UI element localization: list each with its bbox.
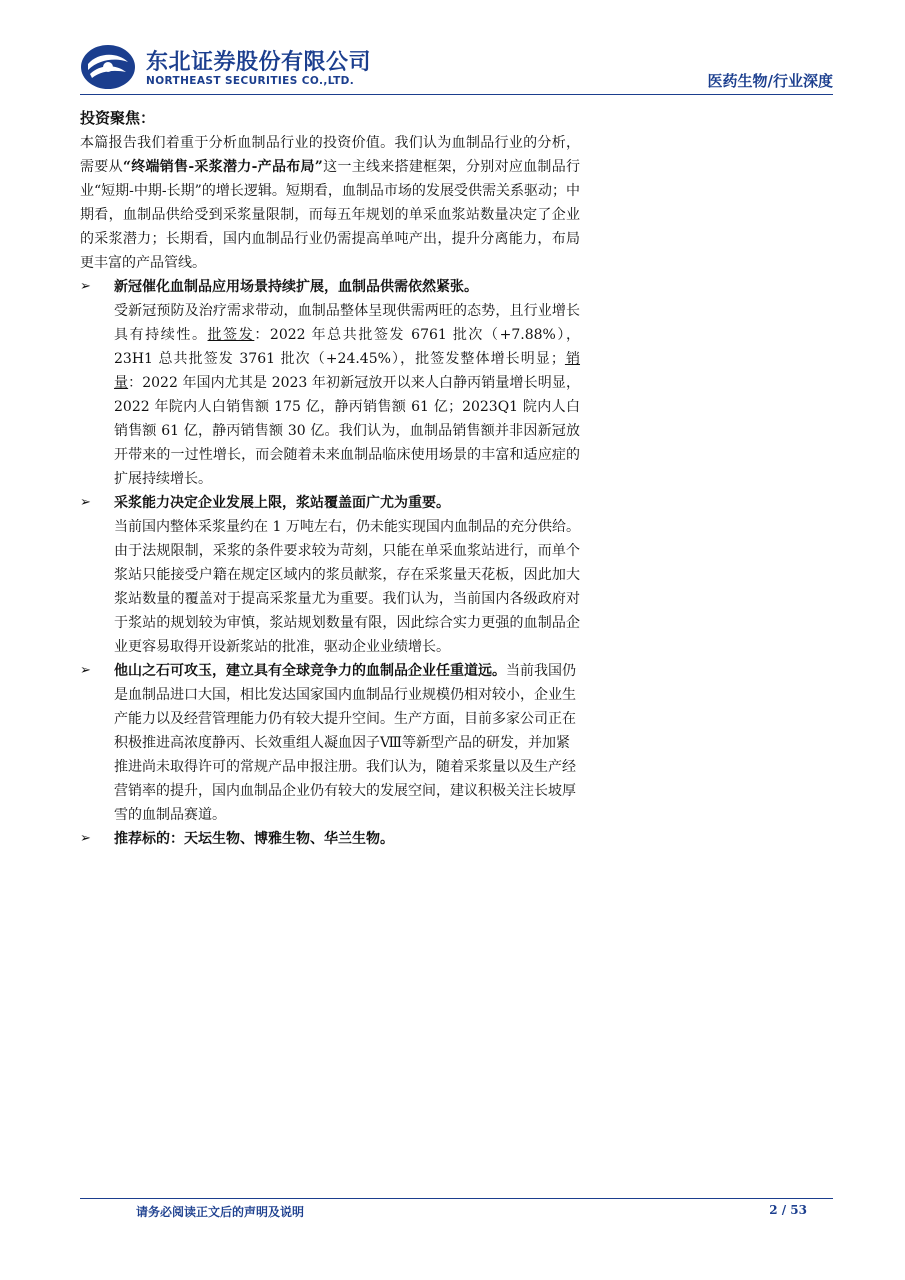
intro-text-start: 本篇报告我们着重于分析血制品行业的投资价值。我们认为血制品行业的分析，需要从	[80, 135, 580, 175]
page-number: 2 / 53	[769, 1203, 807, 1217]
company-name-cn: 东北证券股份有限公司	[146, 50, 372, 75]
footer-disclaimer: 请务必阅读正文后的声明及说明	[136, 1205, 305, 1219]
report-section-label: 医药生物/行业深度	[707, 72, 833, 90]
arrow-bullet-icon: ➢	[80, 831, 91, 846]
footer-divider	[80, 1198, 833, 1199]
company-name-en: NORTHEAST SECURITIES CO.,LTD.	[146, 75, 355, 87]
bullet-global-competition	[80, 659, 580, 827]
bullet-demand	[80, 275, 580, 491]
arrow-bullet-icon: ➢	[80, 663, 91, 678]
bullet-heading: 推荐标的：天坛生物、博雅生物、华兰生物。	[114, 831, 394, 847]
focus-intro	[80, 131, 580, 275]
bullet-heading: 他山之石可攻玉，建立具有全球竞争力的血制品企业任重道远。	[114, 663, 506, 679]
underlined-label-sales: 销量	[114, 351, 581, 391]
bullet-text	[80, 299, 580, 491]
bullet-text-part: ：2022 年国内尤其是 2023 年初新冠放开以来人白静丙销量增长明显，2022 年院内人白销售额 175 亿，静丙销售额 61 亿；2023Q1 院内人白销售额 61 亿，静丙销售额 30 亿。我们认为，血制品销售额并非因新冠放开带来的一过性增长，而会随着未来血制品临床使用场景的丰富和适应症的扩展持续增长。	[114, 375, 581, 487]
focus-title: 投资聚焦：	[80, 109, 156, 127]
bullet-heading: 采浆能力决定企业发展上限，浆站覆盖面广尤为重要。	[114, 495, 450, 511]
bullet-text: 当前我国仍是血制品进口大国，相比发达国家国内血制品行业规模仍相对较小，企业生产能力以及经营管理能力仍有较大提升空间。生产方面，目前多家公司正在积极推进高浓度静丙、长效重组人凝血因子Ⅷ等新型产品的研发，并加紧推进尚未取得许可的常规产品申报注册。我们认为，随着采浆量以及生产经营销率的提升，国内血制品企业仍有较大的发展空间，建议积极关注长坡厚雪的血制品赛道。	[114, 663, 576, 823]
bullet-text-part: ：2022 年总共批签发 6761 批次（+7.88%），23H1 总共批签发 3761 批次（+24.45%），批签发整体增长明显；	[114, 327, 580, 367]
report-body	[80, 106, 580, 851]
arrow-bullet-icon: ➢	[80, 495, 91, 510]
page-header	[0, 0, 905, 100]
intro-framework-highlight: “终端销售-采浆潜力-产品布局”	[122, 159, 323, 175]
bullet-text: 当前国内整体采浆量约在 1 万吨左右，仍未能实现国内血制品的充分供给。由于法规限制，采浆的条件要求较为苛刻，只能在单采血浆站进行，而单个浆站只能接受户籍在规定区域内的浆员献浆，存在采浆量天花板，因此加大浆站数量的覆盖对于提高采浆量尤为重要。我们认为，当前国内各级政府对于浆站的规划较为审慎，浆站规划数量有限，因此综合实力更强的血制品企业更容易取得开设新浆站的批准，驱动企业业绩增长。	[114, 519, 580, 655]
underlined-label-batch-release: 批签发	[207, 327, 255, 343]
northeast-securities-logo-icon	[80, 44, 136, 90]
bullet-recommendations	[80, 827, 580, 851]
intro-text-end: 这一主线来搭建框架，分别对应血制品行业“短期-中期-长期”的增长逻辑。短期看，血制品市场的发展受供需关系驱动；中期看，血制品供给受到采浆量限制，而每五年规划的单采血浆站数量决定了企业的采浆潜力；长期看，国内血制品行业仍需提高单吨产出，提升分离能力，布局更丰富的产品管线。	[80, 159, 581, 271]
header-divider	[80, 94, 833, 95]
bullet-heading: 新冠催化血制品应用场景持续扩展，血制品供需依然紧张。	[114, 279, 478, 295]
arrow-bullet-icon: ➢	[80, 279, 91, 294]
bullet-text-part: 受新冠预防及治疗需求带动，血制品整体呈现供需两旺的态势，且行业增长具有持续性。	[114, 303, 580, 343]
bullet-heading-with-text	[80, 659, 580, 827]
bullet-plasma-capacity	[80, 491, 580, 659]
